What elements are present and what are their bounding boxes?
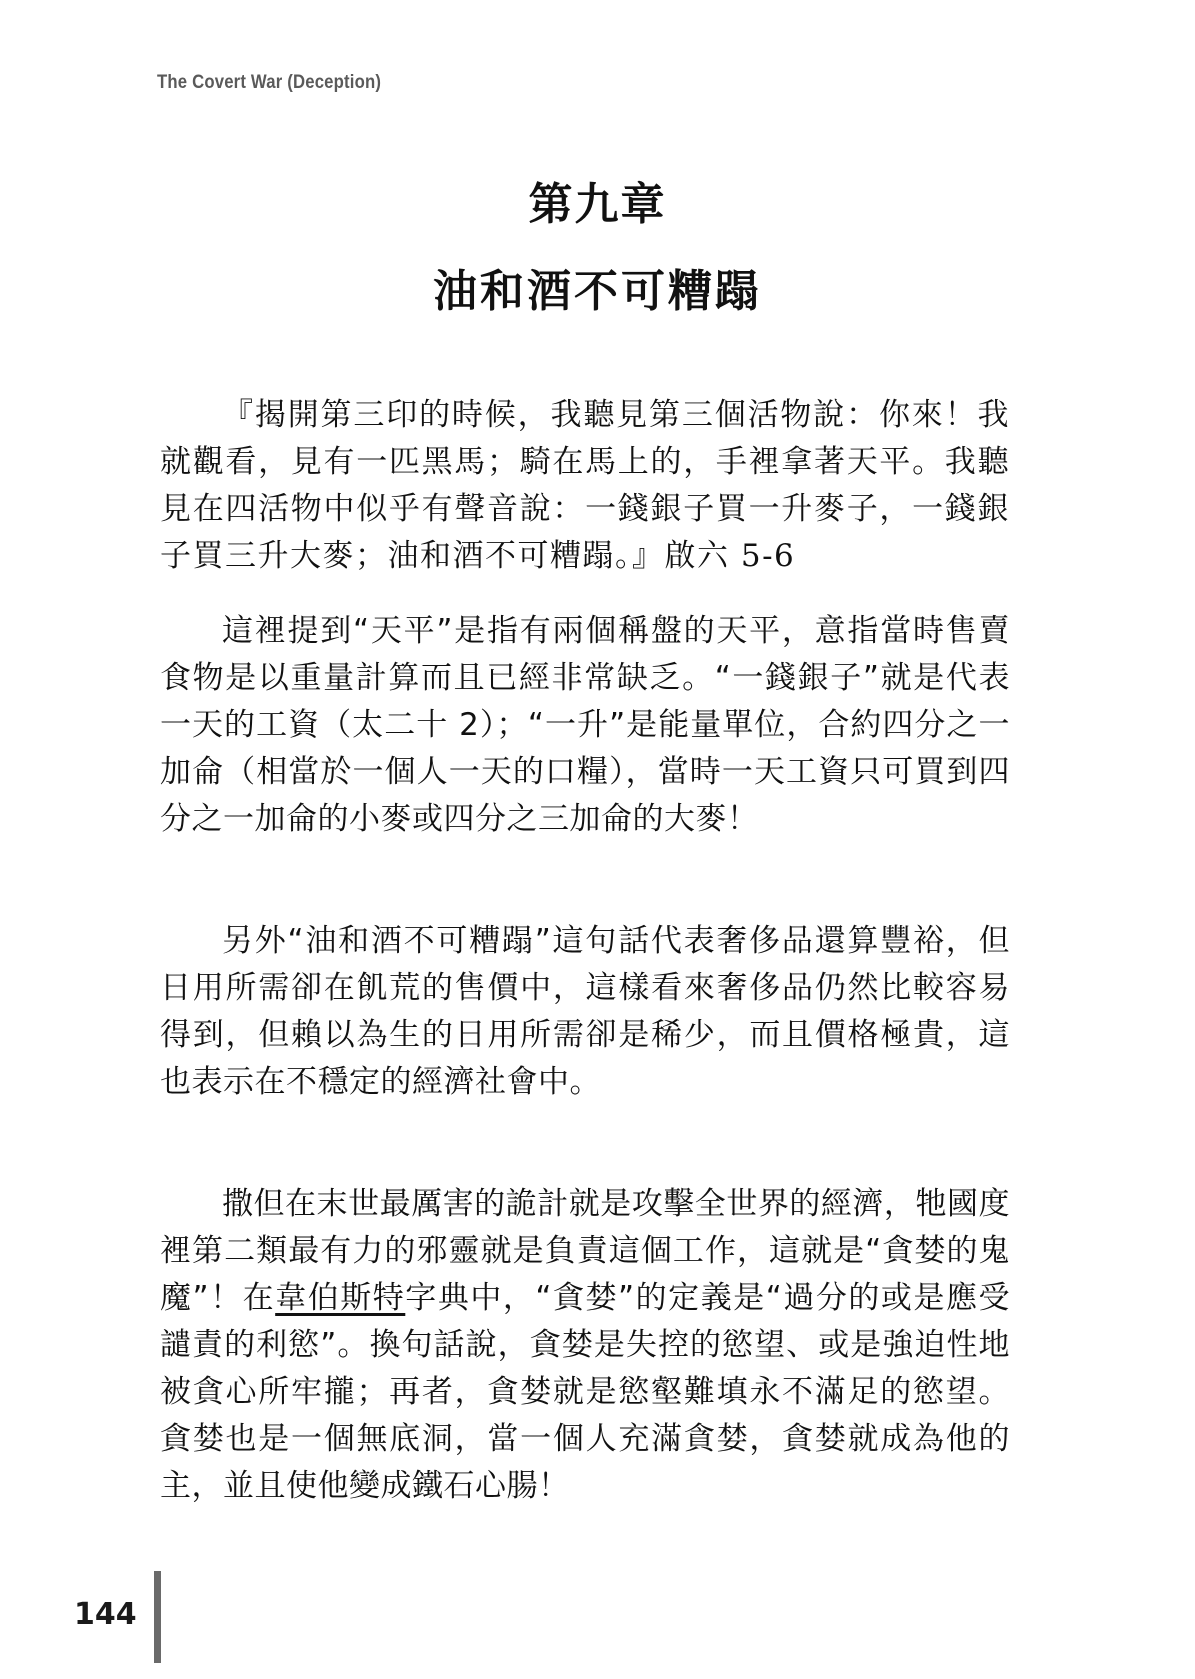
paragraph-3-text-after: 字典中，“貪婪”的定義是“過分的或是應受譴責的利慾”。換句話說，貪婪是失控的慾望、或是強迫性地被貪心所牢攏；再者，貪婪就是慾壑難填永不滿足的慾望。貪婪也是一個無底洞，當一個人充滿貪婪，貪婪就成為他的主，並且使他變成鐵石心腸！ xyxy=(160,1280,1011,1504)
folio-rule xyxy=(154,1571,161,1663)
scripture-quote: 『揭開第三印的時候，我聽見第三個活物說：你來！我就觀看，見有一匹黑馬；騎在馬上的，手裡拿著天平。我聽見在四活物中似乎有聲音說：一錢銀子買一升麥子，一錢銀子買三升大麥；油和酒不可糟蹋。』啟六 5-6 xyxy=(160,397,1010,574)
chapter-title: 油和酒不可糟蹋 xyxy=(433,266,762,317)
body-paragraph-1: 這裡提到“天平”是指有兩個稱盤的天平，意指當時售賣食物是以重量計算而且已經非常缺乏。“一錢銀子”就是代表一天的工資（太二十 2）；“一升”是能量單位，合約四分之一加侖（相當於一個人一天的口糧），當時一天工資只可買到四分之一加侖的小麥或四分之三加侖的大麥！ xyxy=(160,613,1010,837)
body-paragraph-3 xyxy=(160,1181,1010,1510)
page-number: 144 xyxy=(74,1597,137,1632)
body-paragraph-2: 另外“油和酒不可糟蹋”這句話代表奢侈品還算豐裕，但日用所需卻在飢荒的售價中，這樣看來奢侈品仍然比較容易得到，但賴以為生的日用所需卻是稀少，而且價格極貴，這也表示在不穩定的經濟社會中。 xyxy=(160,923,1010,1100)
running-header: The Covert War (Deception) xyxy=(157,72,382,93)
paragraph-3-text-before: 撒但在末世最厲害的詭計就是攻擊全世界的經濟，牠國度裡第二類最有力的邪靈就是負責這個工作，這就是“貪婪的鬼魔”！在 xyxy=(160,1186,1010,1316)
underlined-dictionary-name: 韋伯斯特 xyxy=(275,1280,406,1316)
chapter-number: 第九章 xyxy=(528,179,667,230)
